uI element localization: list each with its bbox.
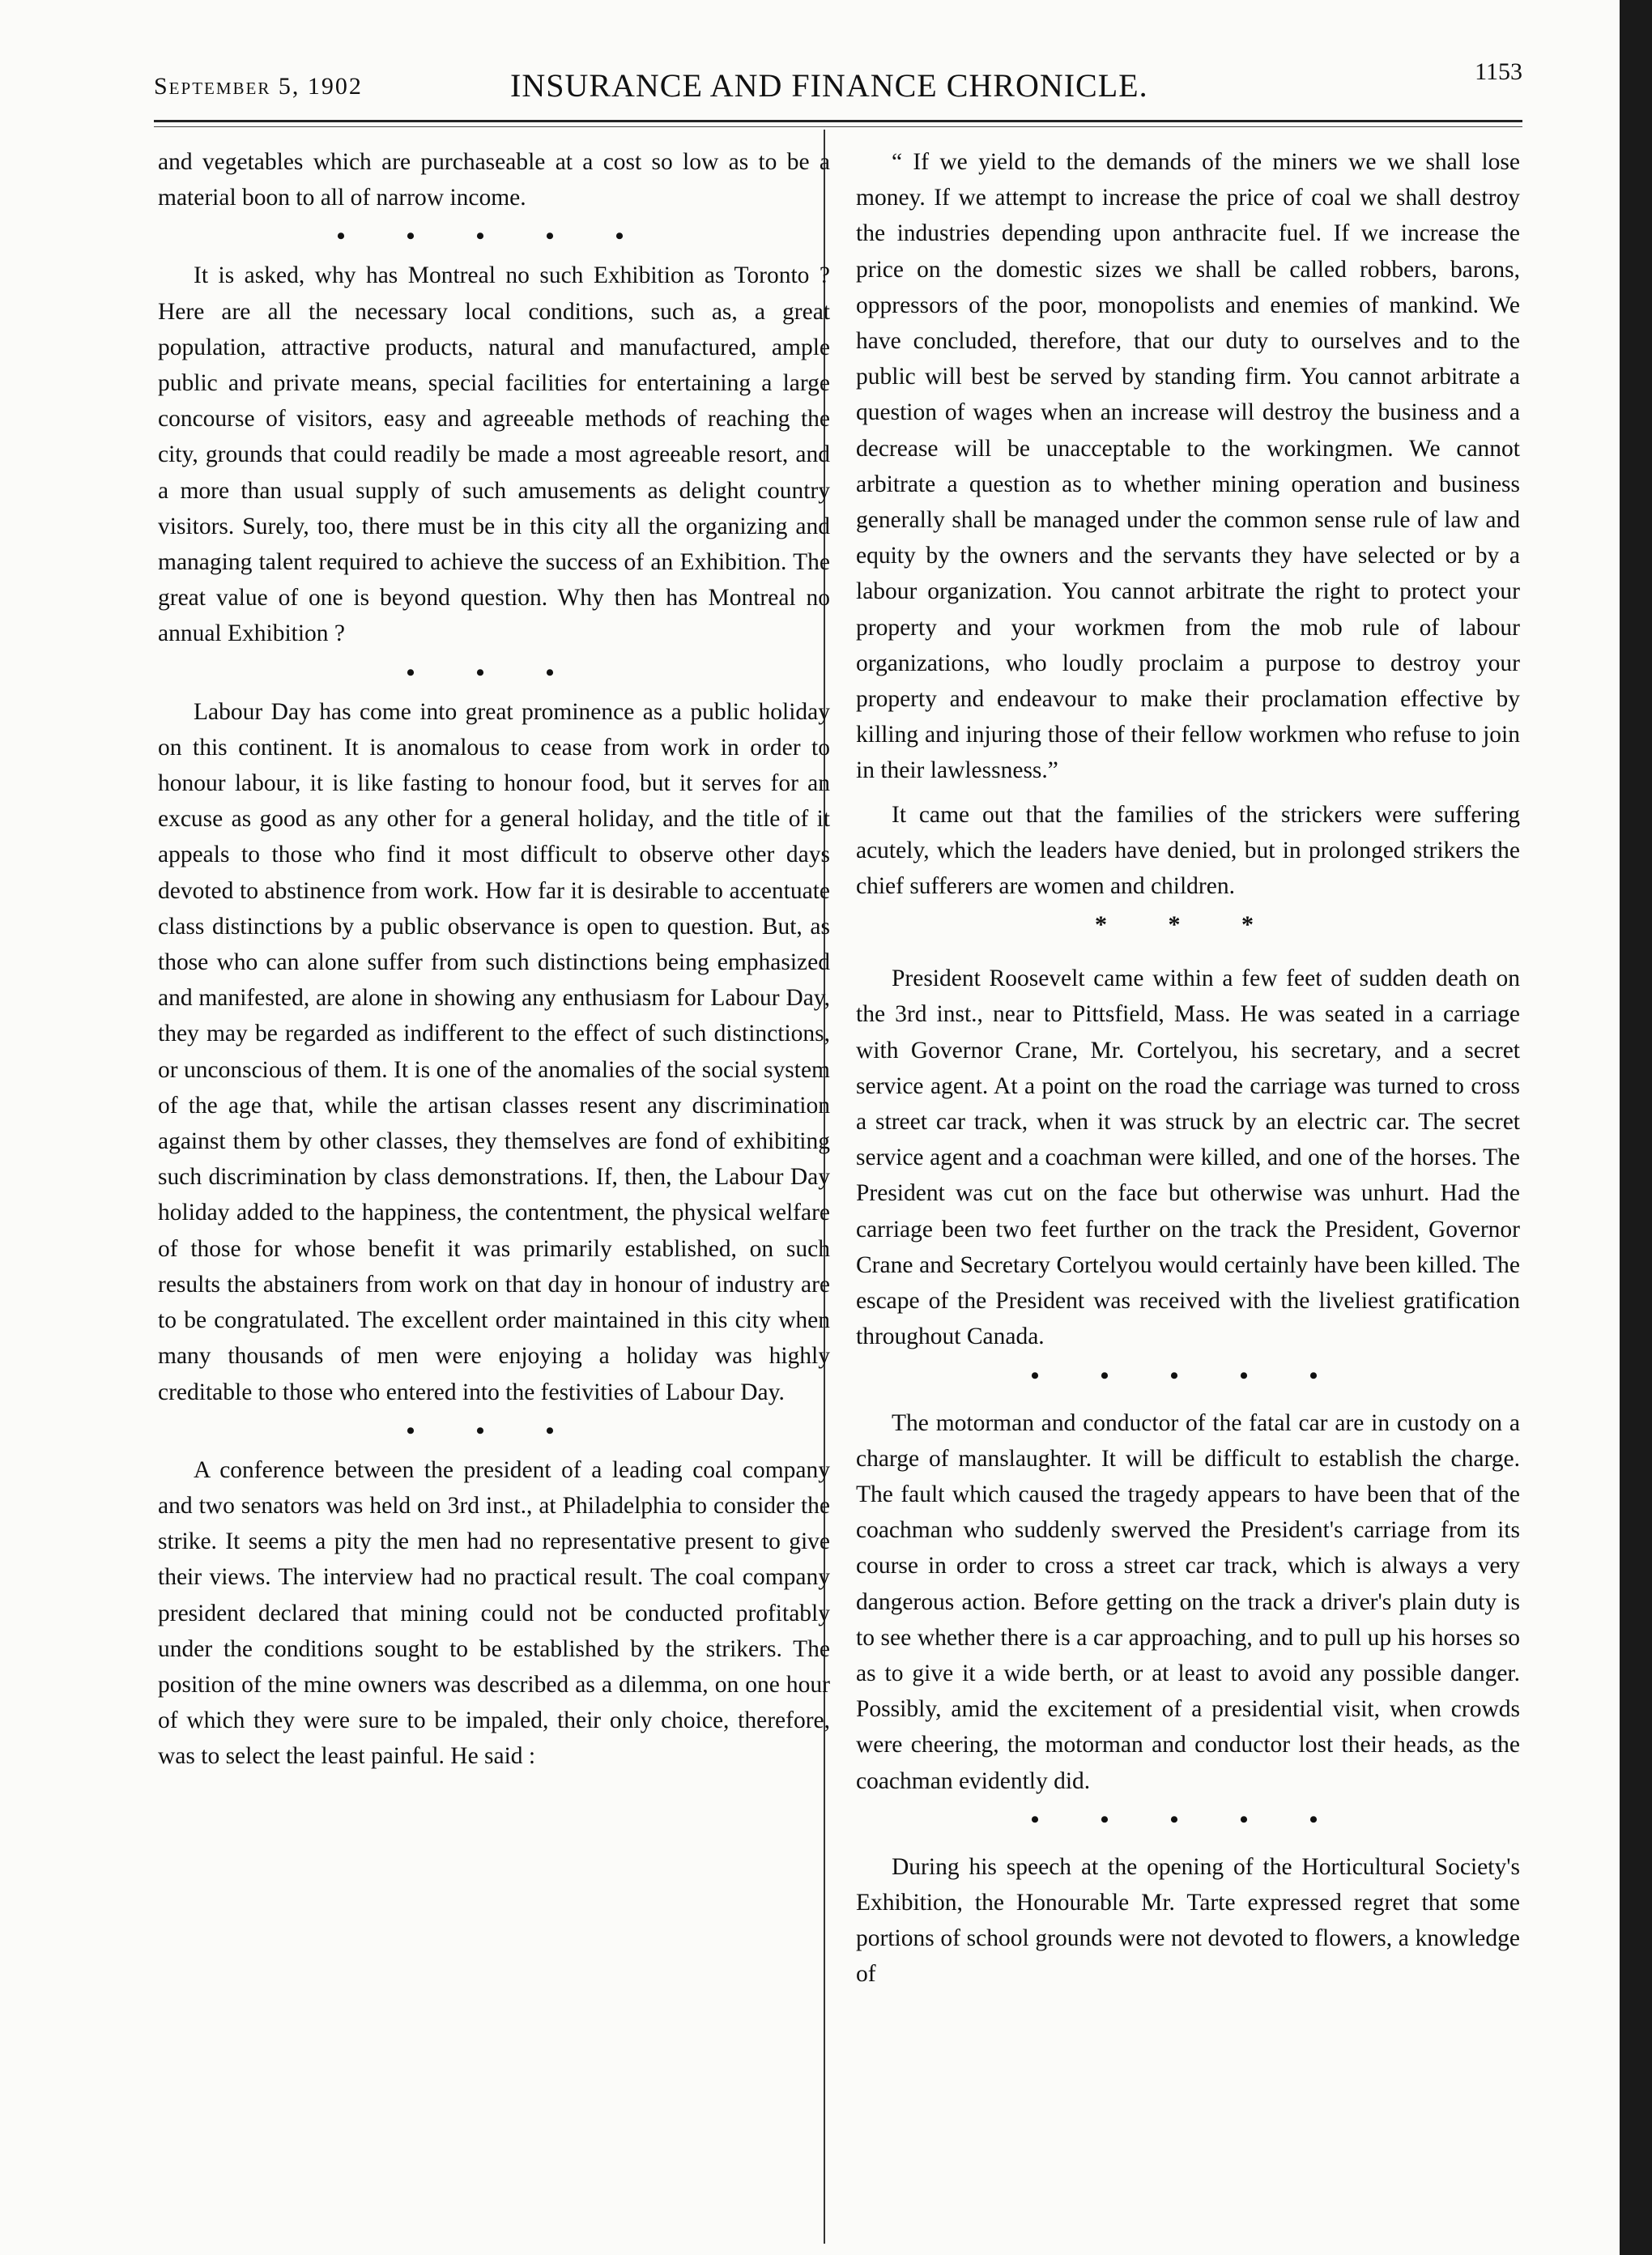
scan-border: [1620, 0, 1652, 2255]
article-paragraph: Labour Day has come into great prominence as a public holiday on this continent. It is anomalous to cease from work in order to honour labour, it is like fasting to honour food, but it serves for an excuse as good as any other for a general holiday, and the title of it appeals to those who find it most difficult to observe other days devoted to abstinence from work. How far it is desirable to accentuate class distinctions by a public observance is open to question. But, as those who can alone suffer from such distinctions being emphasized and manifested, are alone in showing any enthusiasm for Labour Day, they may be regarded as indifferent to the effect of such distinctions, or unconscious of them. It is one of the anomalies of the social system of the age that, while the artisan classes resent any discrimination against them by other classes, they themselves are fond of exhibiting such discrimination by class demonstrations. If, then, the Labour Day holiday added to the happiness, the contentment, the physical welfare of those for whose benefit it was primarily established, on such results the abstainers from work on that day in honour of industry are to be congratulated. The excellent order maintained in this city when many thousands of men were enjoying a holiday was highly creditable to those who entered into the festivities of Labour Day.: [158, 698, 830, 1405]
section-separator: • • • • •: [1030, 1362, 1346, 1389]
right-column: [856, 144, 1520, 1993]
article-paragraph: The motorman and conductor of the fatal car are in custody on a charge of manslaughter. It will be difficult to establish the charge. The fault which caused the tragedy appears to have been that of the coachman who suddenly swerved the President's carriage from its course in order to cross a street car track, which is always a very dangerous action. Before getting on the track a driver's plain duty is to see whether there is a car approaching, and to pull up his horses so as to give it a wide berth, or at least to avoid any possible danger. Possibly, amid the excitement of a presidential visit, when crowds were cheering, the motorman and conductor lost their heads, as the coachman evidently did.: [856, 1409, 1520, 1794]
article-paragraph: During his speech at the opening of the Horticultural Society's Exhibition, the Honourable Mr. Tarte expressed regret that some portions of school grounds were not devoted to flowers, a knowledge of: [856, 1853, 1520, 1988]
publication-title: INSURANCE AND FINANCE CHRONICLE.: [510, 67, 1148, 104]
article-paragraph: It is asked, why has Montreal no such Exhibition as Toronto ? Here are all the necessary local conditions, such as, a great population, attractive products, natural and manufactured, ample public and private means, special facilities for entertaining a large concourse of visitors, easy and agreeable methods of reaching the city, grounds that could readily be made a most agreeable resort, and a more than usual supply of such amusements as delight country visitors. Surely, too, there must be in this city all the organizing and managing talent required to achieve the success of an Exhibition. The great value of one is beyond question. Why then has Montreal no annual Exhibition ?: [158, 262, 830, 647]
article-paragraph: It came out that the families of the strickers were suffering acutely, which the leaders have denied, but in prolonged strikers the chief sufferers are women and children.: [856, 801, 1520, 900]
header-rule-thin: [154, 126, 1522, 127]
header-rule: [154, 120, 1522, 122]
page-header: [154, 58, 1522, 115]
section-separator: * * *: [1095, 911, 1281, 939]
section-separator: • • • • •: [336, 223, 652, 250]
section-separator: • • •: [406, 1417, 582, 1444]
page-number: 1153: [1475, 58, 1522, 85]
article-paragraph: A conference between the president of a leading coal company and two senators was held on 3rd inst., at Philadelphia to consider the strike. It seems a pity the men had no representative present to give their views. The interview had no practical result. The coal company president declared that mining could not be conducted profitably under the conditions sought to be established by the strikers. The position of the mine owners was described as a dilemma, on one hour of which they were sure to be impaled, their only choice, therefore, was to select the least painful. He said :: [158, 1456, 830, 1770]
section-separator: • • •: [406, 659, 582, 686]
article-paragraph: and vegetables which are purchaseable at a cost so low as to be a material boon to all of narrow income.: [158, 149, 830, 211]
quoted-statement: “ If we yield to the demands of the miners we we shall lose money. If we attempt to increase the price of coal we shall destroy the industries depending upon anthracite fuel. If we increase the price on the domestic sizes we shall be called robbers, barons, oppressors of the poor, monopolists and enemies of mankind. We have concluded, therefore, that our duty to ourselves and to the public will best be served by standing firm. You cannot arbitrate a question of wages when an increase will destroy the business and a decrease will be unacceptable to the workingmen. We cannot arbitrate a question as to whether mining operation and business generally shall be managed under the common sense rule of law and equity by the owners and the servants they have selected or by a labour organization. You cannot arbitrate the right to protect your property and your workmen from the mob rule of labour organizations, who loudly proclaim a purpose to destroy your property and endeavour to make their proclamation effective by killing and injuring those of their fellow workmen who refuse to join in their lawlessness.”: [856, 149, 1520, 784]
section-separator: • • • • •: [1030, 1805, 1346, 1833]
issue-date: September 5, 1902: [154, 73, 363, 100]
article-paragraph: President Roosevelt came within a few feet of sudden death on the 3rd inst., near to Pittsfield, Mass. He was seated in a carriage with Governor Crane, Mr. Cortelyou, his secretary, and a secret service agent. At a point on the road the carriage was turned to cross a street car track, when it was struck by an electric car. The secret service agent and a coachman were killed, and one of the horses. The President was cut on the face but otherwise was unhurt. Had the carriage been two feet further on the track the President, Governor Crane and Secretary Cortelyou would certainly have been killed. The escape of the President was received with the liveliest gratification throughout Canada.: [856, 966, 1520, 1350]
left-column: [158, 144, 830, 1775]
